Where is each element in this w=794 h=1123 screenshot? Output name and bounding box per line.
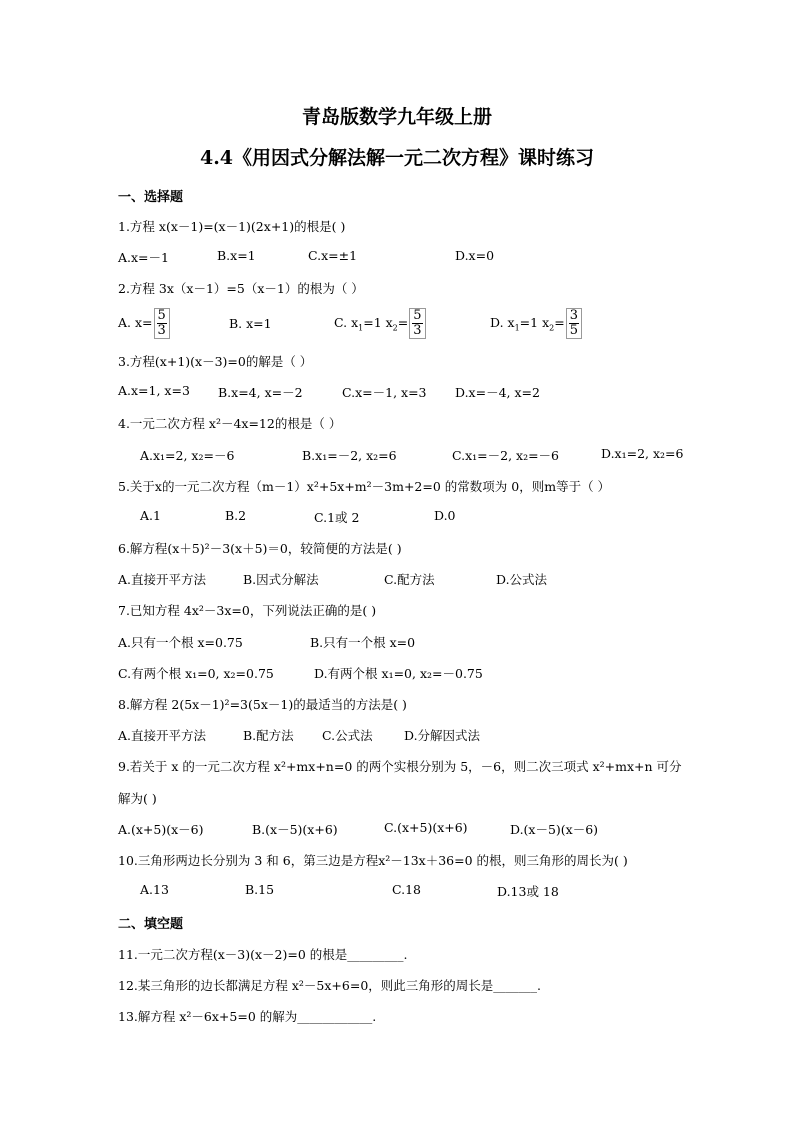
q2-option-b: B. x=1	[229, 316, 272, 331]
section-heading-choice: 一、选择题	[118, 190, 184, 205]
question-2: 2.方程 3x（x－1）=5（x－1）的根为（ ）	[118, 281, 364, 296]
q2-option-c: C. $x_1=1$ $x_2=$ $\frac{5}{3}$	[334, 308, 426, 339]
section-heading-fill: 二、填空题	[118, 917, 184, 932]
fraction: $\frac{3}{5}$	[566, 308, 582, 339]
fraction: $\frac{5}{3}$	[409, 308, 425, 339]
q4-option-d: D.x₁=2, x₂=6	[601, 446, 684, 461]
question-3: 3.方程(x+1)(x－3)=0的解是（ ）	[118, 354, 313, 369]
question-13: 13.解方程 x²－6x+5=0 的解为____________.	[118, 1009, 377, 1024]
question-5: 5.关于x的一元二次方程（m－1）x²+5x+m²－3m+2=0 的常数项为 0，则m等于（ ）	[118, 479, 611, 494]
q10-option-b: B.15	[245, 882, 275, 897]
q2-option-d: D. $x_1=1$ $x_2=$ $\frac{3}{5}$	[490, 308, 582, 339]
q3-option-a: A.x=1, x=3	[118, 383, 190, 398]
q3-option-b: B.x=4, x=－2	[218, 385, 303, 400]
q9-option-b: B.(x－5)(x+6)	[252, 822, 338, 837]
q3-option-c: C.x=－1, x=3	[342, 385, 427, 400]
q10-option-a: A.13	[140, 882, 169, 897]
q8-option-d: D.分解因式法	[404, 728, 481, 743]
q5-option-b: B.2	[225, 508, 247, 523]
question-1: 1.方程 x(x－1)=(x－1)(2x+1)的根是( )	[118, 219, 346, 234]
q8-option-c: C.公式法	[322, 728, 373, 743]
q4-option-b: B.x₁=－2, x₂=6	[302, 448, 397, 463]
question-8: 8.解方程 2(5x－1)²=3(5x－1)的最适当的方法是( )	[118, 697, 407, 712]
question-4: 4.一元二次方程 x²－4x=12的根是（ ）	[118, 416, 342, 431]
q1-option-a: A.x=－1	[118, 250, 169, 265]
q8-option-a: A.直接开平方法	[118, 728, 207, 743]
q6-option-d: D.公式法	[496, 572, 548, 587]
q6-option-b: B.因式分解法	[243, 572, 319, 587]
question-7: 7.已知方程 4x²－3x=0，下列说法正确的是( )	[118, 603, 377, 618]
q10-option-c: C.18	[392, 882, 421, 897]
q5-option-d: D.0	[434, 508, 456, 523]
q1-option-c: C.x=±1	[308, 248, 358, 263]
q8-option-b: B.配方法	[243, 728, 294, 743]
question-11: 11.一元二次方程(x－3)(x－2)=0 的根是_________.	[118, 947, 408, 962]
q5-option-c: C.1或 2	[314, 510, 360, 525]
q10-option-d: D.13或 18	[497, 884, 559, 899]
q7-option-b: B.只有一个根 x=0	[310, 635, 416, 650]
q9-option-a: A.(x+5)(x－6)	[118, 822, 204, 837]
q7-option-c: C.有两个根 x₁=0, x₂=0.75	[118, 666, 274, 681]
q2-option-a: A. x= $\frac{5}{3}$	[118, 308, 170, 339]
document-subtitle: 4.4《用因式分解法解一元二次方程》课时练习	[199, 147, 595, 169]
q5-option-a: A.1	[140, 508, 161, 523]
question-9: 9.若关于 x 的一元二次方程 x²+mx+n=0 的两个实根分别为 5，－6，则二次三项式 x²+mx+n 可分	[118, 759, 682, 774]
question-6: 6.解方程(x＋5)²－3(x＋5)＝0，较简便的方法是( )	[118, 541, 402, 556]
question-10: 10.三角形两边长分别为 3 和 6，第三边是方程x²－13x＋36=0 的根，则三角形的周长为( )	[118, 853, 628, 868]
q7-option-d: D.有两个根 x₁=0, x₂=－0.75	[314, 666, 483, 681]
q6-option-c: C.配方法	[384, 572, 435, 587]
q6-option-a: A.直接开平方法	[118, 572, 207, 587]
q1-option-b: B.x=1	[217, 248, 256, 263]
q4-option-c: C.x₁=－2, x₂=－6	[452, 448, 560, 463]
q3-option-d: D.x=－4, x=2	[455, 385, 540, 400]
question-9-continued: 解为( )	[118, 791, 157, 806]
q7-option-a: A.只有一个根 x=0.75	[118, 635, 243, 650]
q4-option-a: A.x₁=2, x₂=－6	[140, 448, 235, 463]
q9-option-c: C.(x+5)(x+6)	[384, 820, 468, 835]
document-title: 青岛版数学九年级上册	[301, 106, 492, 128]
fraction: $\frac{5}{3}$	[154, 308, 170, 339]
q1-option-d: D.x=0	[455, 248, 495, 263]
q9-option-d: D.(x－5)(x－6)	[510, 822, 599, 837]
question-12: 12.某三角形的边长都满足方程 x²－5x+6=0，则此三角形的周长是_______.	[118, 978, 541, 993]
